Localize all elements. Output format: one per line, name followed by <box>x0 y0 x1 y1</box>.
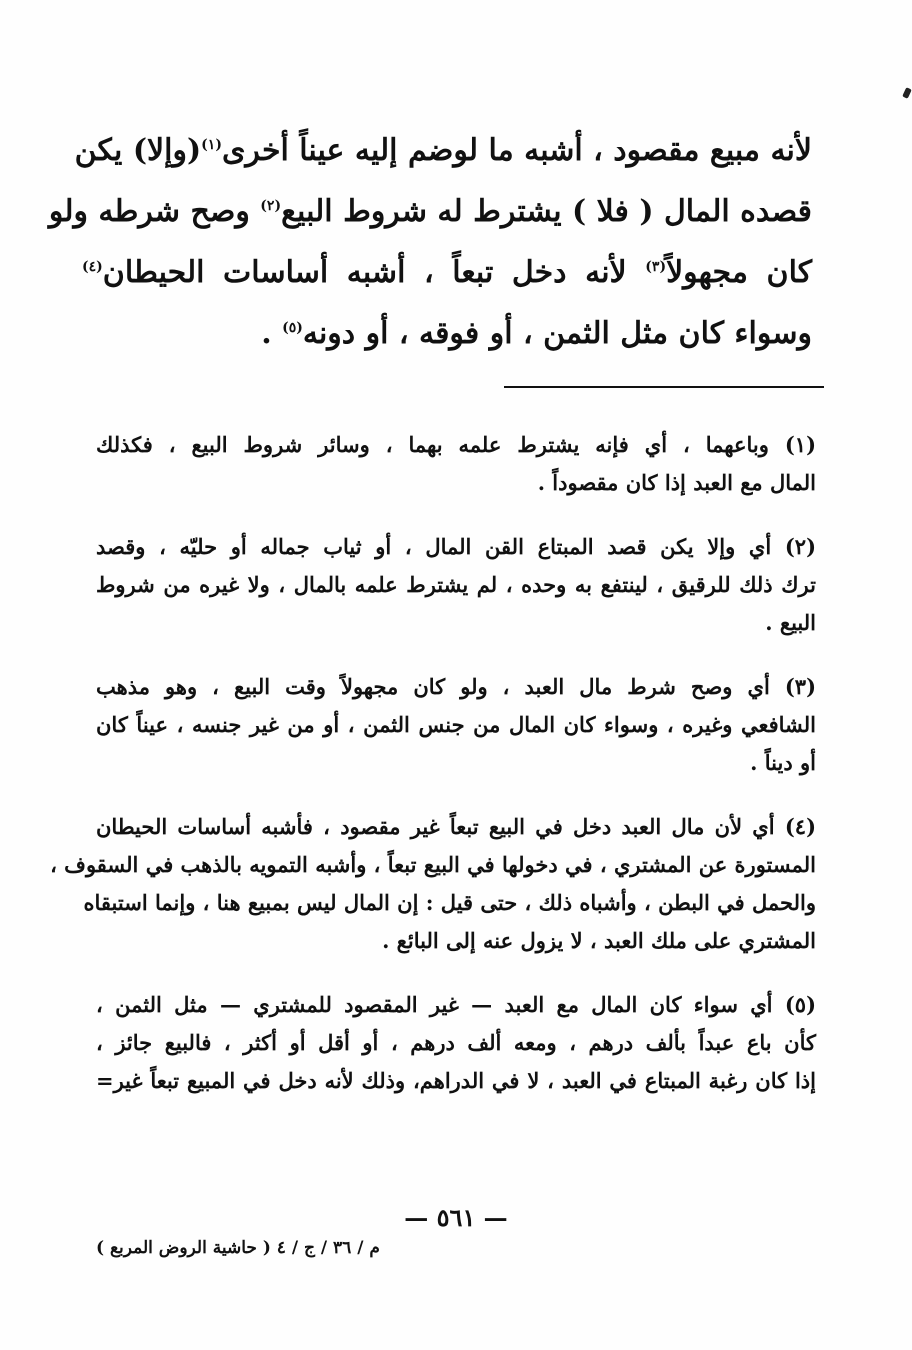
footnote-number: (٤) <box>784 814 816 839</box>
footnote-line: المستورة عن المشتري ، في دخولها في البيع تبعاً ، وأشبه التمويه بالذهب في السقوف ، <box>50 852 816 877</box>
footnote-1 <box>96 426 816 502</box>
margin-ink-mark <box>902 87 912 99</box>
footnote-number: (٣) <box>784 674 816 699</box>
footnote-line: إذا كان رغبة المبتاع في العبد ، لا في الدراهم، وذلك لأنه دخل في المبيع تبعاً غير= <box>96 1068 816 1093</box>
footnote-line: البيع . <box>765 610 816 635</box>
footnote-ref-4: (٤) <box>82 259 103 275</box>
footnote-ref-1: (١) <box>201 137 222 153</box>
footnote-separator <box>504 386 824 388</box>
footnote-ref-5: (٥) <box>282 320 303 336</box>
footnote-ref-2: (٢) <box>260 198 282 214</box>
page-number: — ٥٦١ — <box>404 1203 508 1232</box>
main-text <box>48 120 812 364</box>
footnote-line: ترك ذلك للرقيق ، لينتفع به وحده ، لم يشترط علمه بالمال ، ولا غيره من شروط <box>96 572 816 597</box>
footnote-line: (٤) أي لأن مال العبد دخل في البيع تبعاً غير مقصود ، فأشبه أساسات الحيطان <box>96 814 816 839</box>
footnotes <box>50 426 817 1126</box>
footnote-line: الشافعي وغيره ، وسواء كان المال من جنس الثمن ، أو من غير جنسه ، عيناً كان <box>96 712 816 737</box>
main-line-1: لأنه مبيع مقصود ، أشبه ما لوضم إليه عيناً أخرى$^{(١)}$(وإلا) يكن <box>74 133 812 168</box>
footnote-number: (١) <box>784 432 817 457</box>
footnote-3 <box>96 668 816 782</box>
printer-signature: م / ٣٦ / ج / ٤ ( حاشية الروض المربع ) <box>96 1238 380 1258</box>
footnote-number: (٥) <box>784 992 817 1017</box>
footnote-line: المشتري على ملك العبد ، لا يزول عنه إلى البائع . <box>382 928 816 953</box>
footnote-4 <box>50 808 816 960</box>
footnote-line: (٢) أي وإلا يكن قصد المبتاع القن المال ، أو ثياب جماله أو حليّه ، وقصد <box>96 534 817 559</box>
footnote-line: المال مع العبد إذا كان مقصوداً . <box>537 470 816 495</box>
main-line-4: وسواء كان مثل الثمن ، أو فوقه ، أو دونه$^{(٥)}$ . <box>261 316 812 351</box>
footnote-line: أو ديناً . <box>750 750 816 775</box>
footnote-line: كأن باع عبداً بألف درهم ، ومعه ألف درهم ، أو أقل أو أكثر ، فالبيع جائز ، <box>96 1030 816 1055</box>
footnote-2 <box>96 528 816 642</box>
footnote-line: (٣) أي وصح شرط مال العبد ، ولو كان مجهولاً وقت البيع ، وهو مذهب <box>96 674 816 699</box>
footnote-line: (٥) أي سواء كان المال مع العبد — غير المقصود للمشتري — مثل الثمن ، <box>96 992 817 1017</box>
main-line-3: كان مجهولاً$^{(٣)}$ لأنه دخل تبعاً ، أشبه أساسات الحيطان$^{(٤)}$ <box>82 255 812 290</box>
footnote-5 <box>96 986 816 1100</box>
main-line-2: قصده المال ( فلا ) يشترط له شروط البيع$^{(٢)}$ وصح شرطه ولو <box>48 194 812 229</box>
footnote-line: والحمل في البطن ، وأشباه ذلك ، حتى قيل : إن المال ليس بمبيع هنا ، وإنما استبقاه <box>83 890 816 915</box>
footnote-line: (١) وباعهما ، أي فإنه يشترط علمه بهما ، وسائر شروط البيع ، فكذلك <box>96 432 817 457</box>
footnote-ref-3: (٣) <box>645 259 667 275</box>
footnote-number: (٢) <box>784 534 817 559</box>
